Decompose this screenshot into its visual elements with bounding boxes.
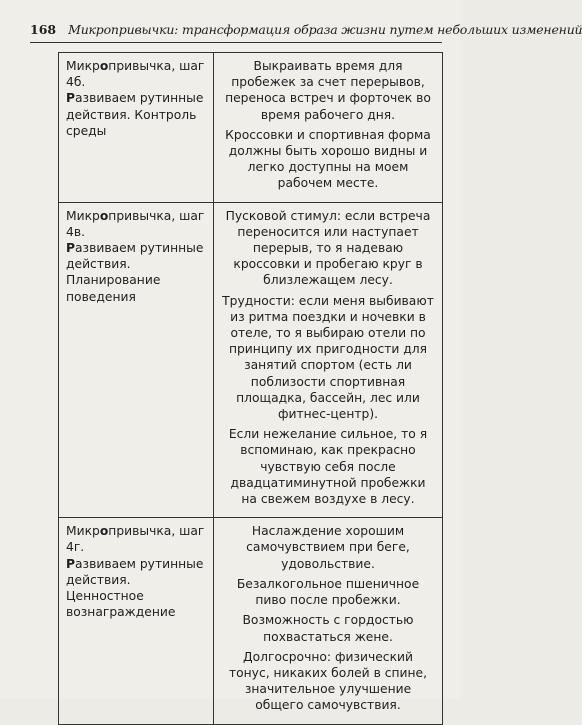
paragraph: Пусковой стимул: если встреча переносится или наступает перерыв, то я надеваю кроссовки и пробегаю круг в близлежащем лесу. <box>225 208 431 288</box>
step-cell <box>59 53 214 203</box>
step-cell <box>59 202 214 518</box>
paragraph: Кроссовки и спортивная форма должны быть хорошо видны и легко доступны на моем рабочем месте. <box>225 127 431 191</box>
table-row <box>59 53 443 203</box>
step-name: Микропривычка, шаг 4б. <box>66 59 205 90</box>
table-row <box>59 518 443 724</box>
paragraph: Возможность с гордостью похвастаться жене. <box>242 613 414 644</box>
paragraph: Если нежелание сильное, то я вспоминаю, как прекрасно чувствую себя после двадцатиминутной пробежки на свежем воздухе в лесу. <box>228 427 428 507</box>
step-cell <box>59 518 214 724</box>
micro-habit-table <box>58 52 443 725</box>
paragraph: Трудности: если меня выбивают из ритма поездки и ночевки в отеле, то я выбираю отели по принципу их пригодности для занятий спортом (есть ли поблизости спортивная площадка, бассейн, лес или фитнес-центр). <box>222 293 434 422</box>
paragraph: Выкраивать время для пробежек за счет перерывов, переноса встреч и форточек во время рабочего дня. <box>225 59 431 122</box>
description-cell <box>214 53 443 203</box>
description-cell <box>214 518 443 724</box>
step-goal: Развиваем рутинные действия. Ценностное вознаграждение <box>66 556 204 620</box>
page-number: 168 <box>30 22 57 37</box>
paragraph: Долгосрочно: физический тонус, никаких болей в спине, значительное улучшение общего самочувствия. <box>228 649 428 713</box>
chapter-title: Микропривычки: трансформация образа жизни путем небольших изменений <box>68 22 582 37</box>
description-cell <box>214 202 443 518</box>
paragraph: Наслаждение хорошим самочувствием при беге, удовольствие. <box>246 524 410 571</box>
running-head <box>30 22 582 37</box>
step-name: Микропривычка, шаг 4г. <box>66 524 205 555</box>
header-rule <box>30 42 442 43</box>
step-name: Микропривычка, шаг 4в. <box>66 208 205 239</box>
paragraph: Безалкогольное пшеничное пиво после пробежки. <box>236 576 420 608</box>
table-row <box>59 202 443 518</box>
step-goal: Развиваем рутинные действия. Контроль среды <box>66 91 204 138</box>
step-goal: Развиваем рутинные действия. Планирование поведения <box>66 241 204 304</box>
